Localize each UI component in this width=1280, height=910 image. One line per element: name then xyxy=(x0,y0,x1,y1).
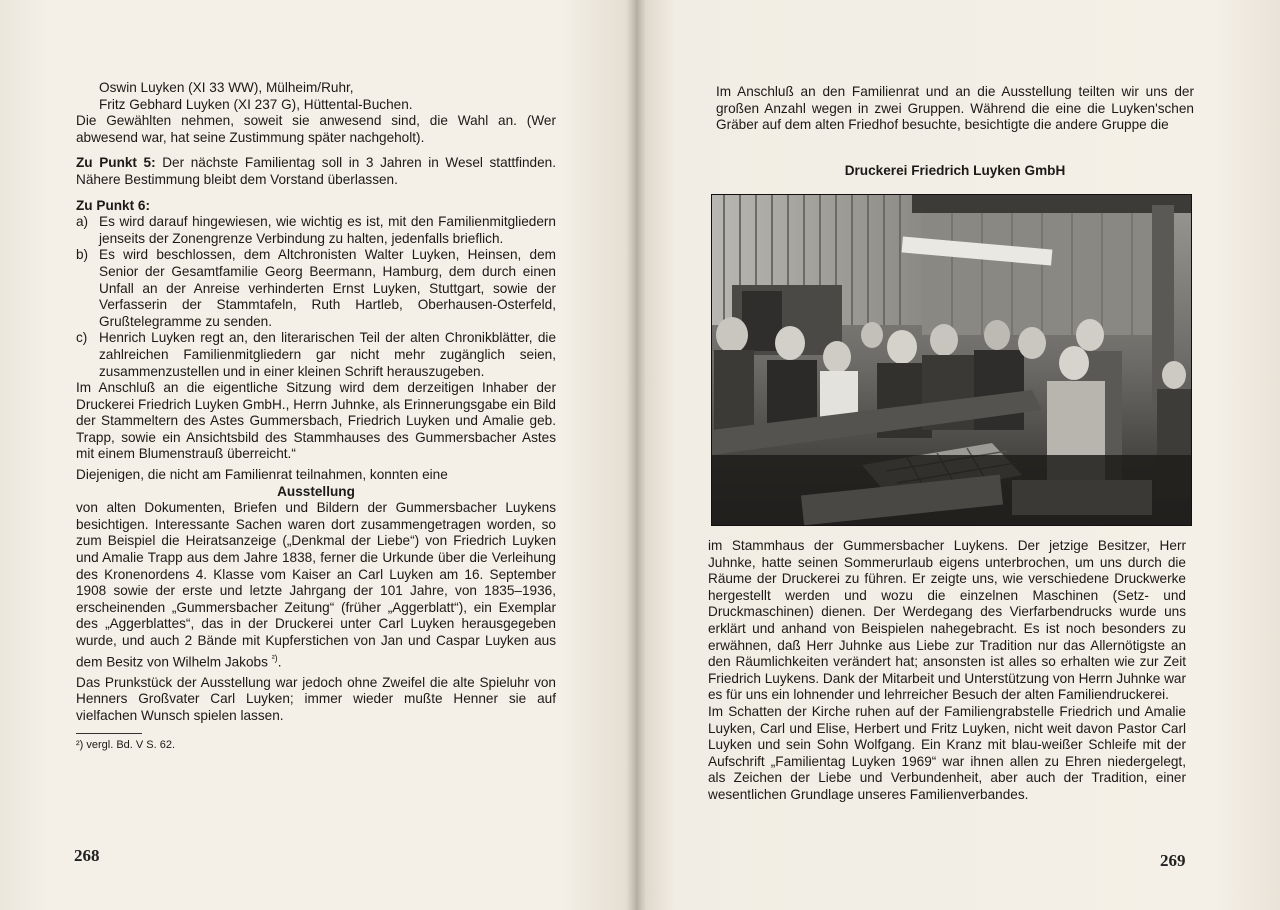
ausstellung-text: von alten Dokumenten, Briefen und Bildern der Gummersbacher Luykens besichtigen. Interessante Sachen waren dort zusammengetragen worden, so zum Beispiel die Heiratsanzeige („Denkmal der Liebe“) von Friedrich Luyken und Amalie Trapp aus dem Jahre 1838, ferner die Urkunde über die Verleihung des Kronenordens 4. Klasse vom Kaiser an Carl Luyken am 16. September 1908 sowie der erste und letzte Jahrgang der 101 Jahre, von 1835–1936, erscheinenden „Gummersbacher Zeitung“ (früher „Aggerblatt“), ein Exemplar des „Aggerblattes“, das in der Druckerei unter Carl Luyken herausgegeben wurde, und auch 2 Bände mit Kupferstichen von Jan und Caspar Luyken aus dem Besitz von Wilhelm Jakobs xyxy=(76,500,556,670)
right-page-intro xyxy=(716,84,1194,134)
left-page-text xyxy=(76,80,556,752)
punkt5-paragraph xyxy=(76,155,556,188)
stammhaus-paragraph: im Stammhaus der Gummersbacher Luykens. Der jetzige Besitzer, Herr Juhnke, hatte seinen Sommerurlaub eigens unterbrochen, um uns durch die Räume der Druckerei zu führen. Er zeigte uns, wie verschiedene Druckwerke hergestellt werden und wozu die einzelnen Maschinen (Setz- und Druckmaschinen) dienen. Der Werdegang des Vierfarbendrucks wurde uns erklärt und anhand von Beispielen nahegebracht. Es ist noch besonders zu erwähnen, daß Herr Juhnke aus Liebe zur Tradition nur das Allernötigste an den Räumlichkeiten verändert hat; ansonsten ist alles so erhalten wie zur Zeit Friedrich Luykens. Dank der Mitarbeit und Unterstützung von Herrn Juhnke war es für uns ein lohnender und lehrreicher Besuch der alten Familiendruckerei. xyxy=(708,538,1186,703)
list-item xyxy=(76,247,556,330)
page-number-right: 269 xyxy=(1160,851,1186,870)
ausstellung-end: . xyxy=(277,654,282,670)
schatten-paragraph: Im Schatten der Kirche ruhen auf der Familiengrabstelle Friedrich und Amalie Luyken, Carl und Elise, Herbert und Fritz Luyken, nicht weit davon Pastor Carl Luyken und sein Sohn Wolfgang. Ein Kranz mit blau-weißer Schleife mit der Aufschrift „Familientag Luyken 1969“ war ihnen allen zu Ehren niedergelegt, als Zeichen der Liebe und Verbundenheit, aber auch der Tradition, einer wesentlichen Grundlage unseres Familienverbandes. xyxy=(708,703,1186,802)
list-item-text: Es wird beschlossen, dem Altchronisten Walter Luyken, Heinsen, dem Senior der Gesamtfamilie Georg Beermann, Hamburg, dem durch einen Unfall an der Anreise verhinderten Ernst Luyken, Stuttgart, sowie der Verfasserin der Stammtafeln, Ruth Hartleb, Oberhausen-Osterfeld, Grußtelegramme zu senden. xyxy=(99,247,556,329)
list-marker: c) xyxy=(76,330,88,346)
footnote: ²) vergl. Bd. V S. 62. xyxy=(76,738,176,751)
juhnke-paragraph: Im Anschluß an die eigentliche Sitzung wird dem derzeitigen Inhaber der Druckerei Friedrich Luyken GmbH., Herrn Juhnke, als Erinnerungsgabe ein Bild der Stammeltern des Astes Gummersbach, Friedrich Luyken und Amalie geb. Trapp, sowie ein Ansichtsbild des Stammhauses des Gummersbacher Astes mit einem Blumenstrauß überreicht.“ xyxy=(76,380,556,462)
list-marker: b) xyxy=(76,247,89,263)
list-item-text: Es wird darauf hingewiesen, wie wichtig es ist, mit den Familienmitgliedern jenseits der Zonengrenze Verbindung zu halten, jedenfalls brieflich. xyxy=(99,214,556,246)
list-item-text: Henrich Luyken regt an, den literarischen Teil der alten Chronikblätter, die zahlreichen Familienmitgliedern gar nicht mehr zugänglich seien, zusammenzustellen und in einer kleinen Schrift herauszugeben. xyxy=(99,330,556,379)
diejenigen-line: Diejenigen, die nicht am Familienrat teilnahmen, konnten eine xyxy=(76,467,448,483)
right-page-body xyxy=(708,538,1186,804)
punkt5-label: Zu Punkt 5: xyxy=(76,155,156,171)
book-gutter xyxy=(626,0,646,910)
intro-paragraph: Im Anschluß an den Familienrat und an die Ausstellung teilten wir uns der großen Anzahl wegen in zwei Gruppen. Während die eine die Luyken'schen Gräber auf dem alten Friedhof besuchte, besichtigte die andere Gruppe die xyxy=(716,84,1194,133)
elected-member-line: Oswin Luyken (XI 33 WW), Mülheim/Ruhr, xyxy=(99,80,354,95)
elected-member-line: Fritz Gebhard Luyken (XI 237 G), Hüttental-Buchen. xyxy=(99,96,413,112)
punkt5-text: Der nächste Familientag soll in 3 Jahren in Wesel stattfinden. Nähere Bestimmung bleibt dem Vorstand überlassen. xyxy=(76,155,556,187)
photo-image xyxy=(712,195,1191,525)
ausstellung-heading: Ausstellung xyxy=(277,483,355,499)
punkt6-label: Zu Punkt 6: xyxy=(76,197,151,213)
page-number-left: 268 xyxy=(74,846,100,865)
spieluhr-paragraph: Das Prunkstück der Ausstellung war jedoch ohne Zweifel die alte Spieluhr von Henners Großvater Carl Luyken; immer wieder mußte Henner sie auf vielfachen Wunsch spielen lassen. xyxy=(76,674,556,723)
list-marker: a) xyxy=(76,214,89,230)
footnote-reference: ²) xyxy=(271,652,278,663)
elected-paragraph: Die Gewählten nehmen, soweit sie anwesend sind, die Wahl an. (Wer abwesend war, hat seine Zustimmung später nachgeholt). xyxy=(76,113,556,145)
printing-shop-heading: Druckerei Friedrich Luyken GmbH xyxy=(844,163,1066,178)
ausstellung-paragraph xyxy=(76,500,556,670)
list-item xyxy=(76,330,556,380)
list-item xyxy=(76,214,556,247)
footnote-divider xyxy=(76,733,142,734)
photo-printing-shop-group xyxy=(711,194,1192,526)
